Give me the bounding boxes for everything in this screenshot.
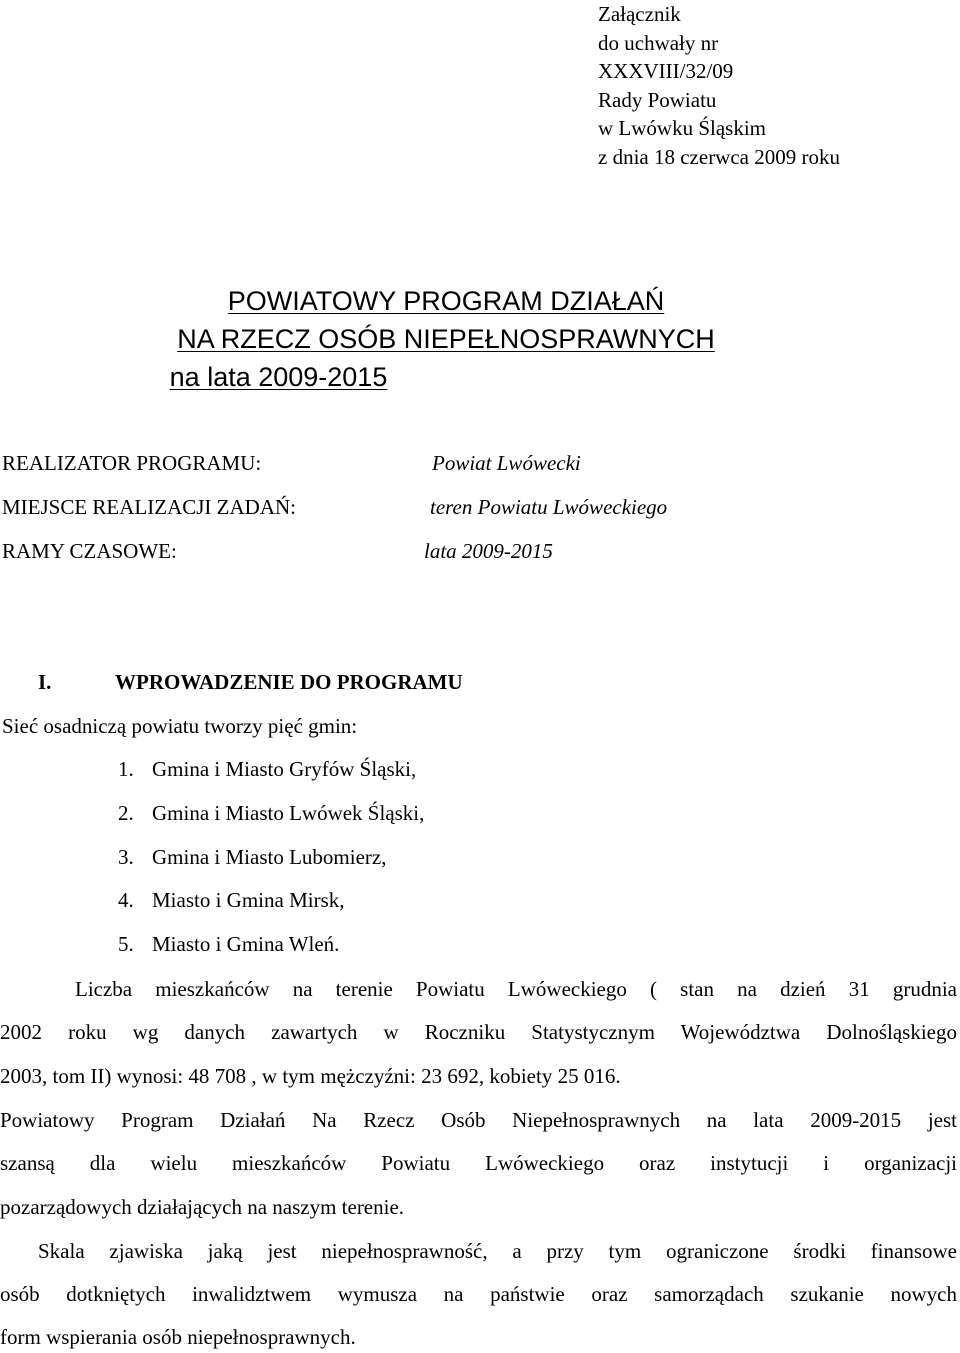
list-item: Miasto i Gmina Mirsk,	[152, 888, 345, 912]
section-number: I.	[38, 670, 52, 694]
list-item: Gmina i Miasto Gryfów Śląski,	[152, 757, 417, 781]
list-item-number: 3.	[118, 845, 134, 869]
list-item: Gmina i Miasto Lwówek Śląski,	[152, 801, 425, 825]
realizator-value: Powiat Lwówecki	[432, 451, 581, 475]
annex-line: Rady Powiatu	[598, 87, 717, 112]
title-line-2: NA RZECZ OSÓB NIEPEŁNOSPRAWNYCH	[177, 324, 715, 354]
annex-line: XXXVIII/32/09	[598, 59, 734, 84]
miejsce-label: MIEJSCE REALIZACJI ZADAŃ:	[2, 495, 296, 519]
paragraph-line: form wspierania osób niepełnosprawnych.	[0, 1325, 356, 1349]
annex-line: z dnia 18 czerwca 2009 roku	[598, 144, 840, 169]
title-line-1: POWIATOWY PROGRAM DZIAŁAŃ	[227, 286, 665, 316]
list-item: Gmina i Miasto Lubomierz,	[152, 845, 387, 869]
paragraph-line: 2002 roku wg danych zawartych w Roczniku Statystycznym Województwa Dolnośląskiego	[0, 1020, 957, 1044]
paragraph-line: Liczba mieszkańców na terenie Powiatu Lwóweckiego ( stan na dzień 31 grudnia	[75, 977, 957, 1001]
realizator-label: REALIZATOR PROGRAMU:	[2, 451, 262, 475]
list-item-number: 2.	[118, 801, 134, 825]
list-item-number: 4.	[118, 888, 134, 912]
paragraph-line: szansą dla wielu mieszkańców Powiatu Lwóweckiego oraz instytucji i organizacji	[0, 1151, 957, 1175]
annex-line: w Lwówku Śląskim	[598, 116, 766, 141]
paragraph-line: osób dotkniętych inwalidztwem wymusza na państwie oraz samorządach szukanie nowych	[0, 1282, 957, 1306]
annex-line: Załącznik	[598, 2, 681, 26]
list-item: Miasto i Gmina Wleń.	[152, 932, 340, 956]
annex-header	[598, 0, 840, 172]
paragraph-line: 2003, tom II) wynosi: 48 708 , w tym mężczyźni: 23 692, kobiety 25 016.	[0, 1064, 621, 1088]
title-line-3: na lata 2009-2015	[169, 362, 388, 392]
annex-line: do uchwały nr	[598, 30, 719, 55]
miejsce-value: teren Powiatu Lwóweckiego	[430, 495, 668, 519]
ramy-value: lata 2009-2015	[424, 539, 553, 563]
section-intro: Sieć osadniczą powiatu tworzy pięć gmin:	[2, 714, 358, 738]
paragraph-line: Powiatowy Program Działań Na Rzecz Osób Niepełnosprawnych na lata 2009-2015 jest	[0, 1108, 957, 1132]
section-heading: WPROWADZENIE DO PROGRAMU	[115, 670, 463, 694]
list-item-number: 1.	[118, 757, 134, 781]
ramy-label: RAMY CZASOWE:	[2, 539, 177, 563]
paragraph-line: Skala zjawiska jaką jest niepełnosprawność, a przy tym ograniczone środki finansowe	[38, 1239, 957, 1263]
paragraph-line: pozarządowych działających na naszym terenie.	[0, 1195, 405, 1219]
list-item-number: 5.	[118, 932, 134, 956]
